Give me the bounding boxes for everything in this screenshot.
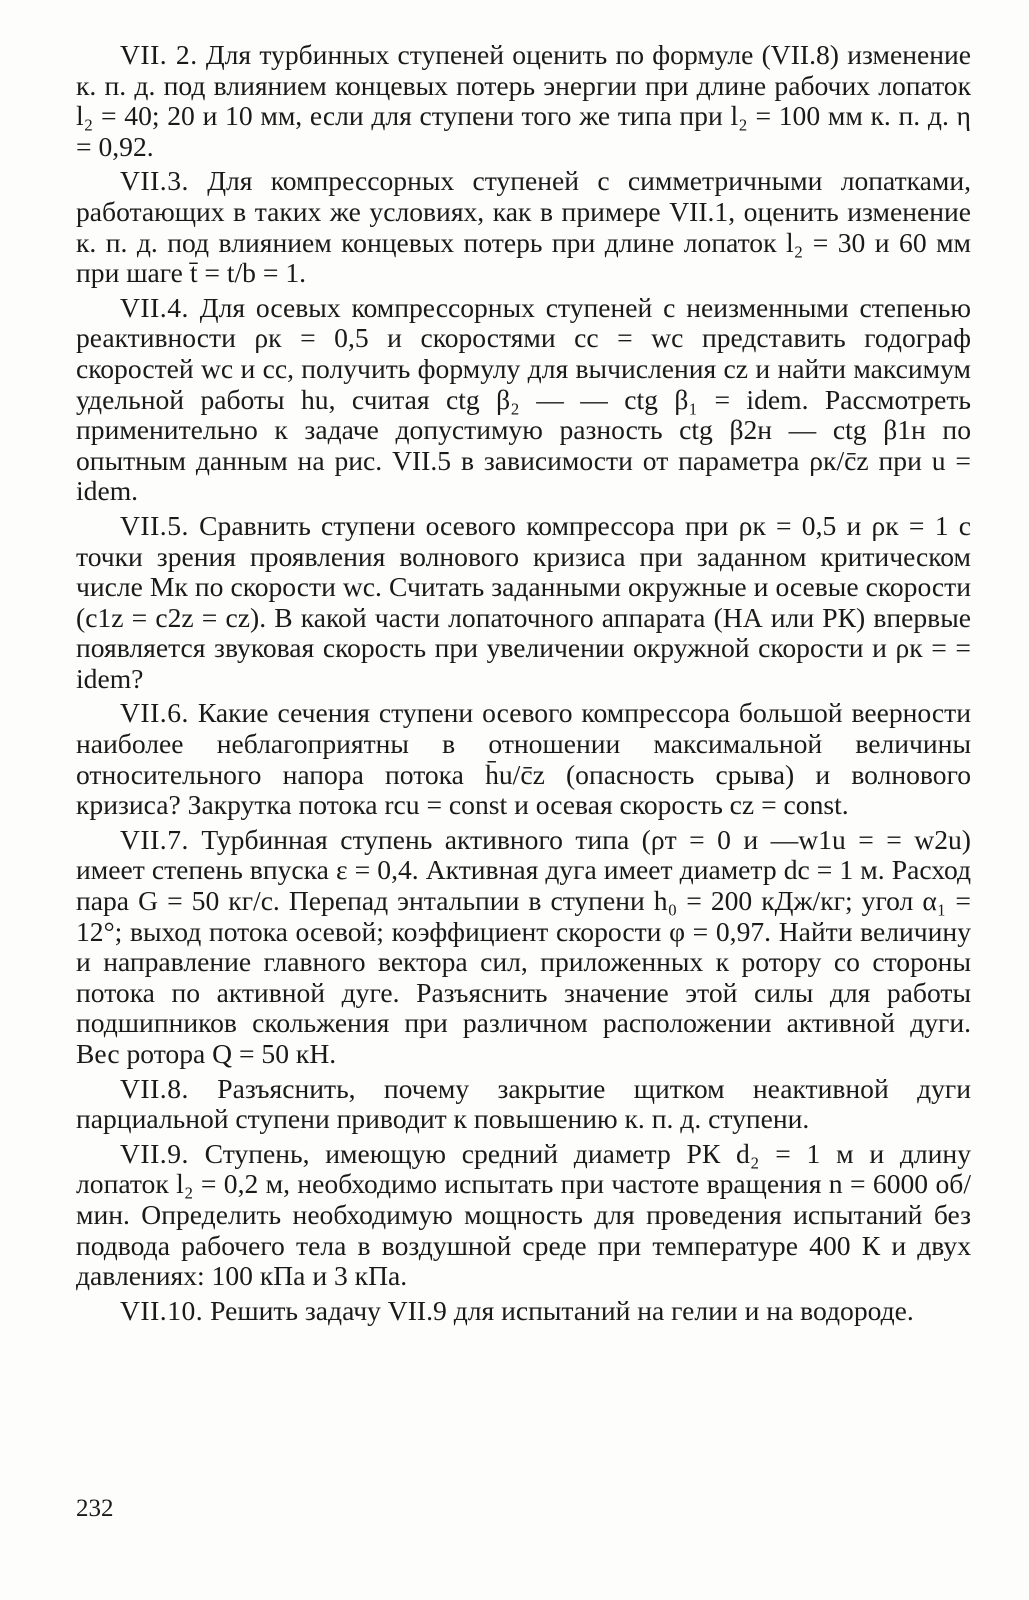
problem-vii-8	[76, 1074, 971, 1135]
problem-number: VII.9.	[120, 1137, 189, 1169]
problem-vii-2	[76, 40, 971, 162]
problem-text: Для турбинных ступеней оценить по формуле (VII.8) изменение к. п. д. под влиянием концевых потерь энергии при длине рабочих лопаток l₂ = 40; 20 и 10 мм, если для ступени того же типа при l₂ = 100 мм к. п. д. η = 0,92.	[76, 39, 971, 162]
problem-vii-3	[76, 166, 971, 288]
problem-text: Ступень, имеющую средний диаметр РК d₂ = 1 м и длину лопаток l₂ = 0,2 м, необходимо испытать при частоте вращения n = 6000 об/мин. Определить необходимую мощность для проведения испытаний без подвода рабочего тела в воздушной среде при температуре 400 К и двух давлениях: 100 кПа и 3 кПа.	[76, 1137, 971, 1292]
problem-vii-6	[76, 698, 971, 820]
problem-text: Сравнить ступени осевого компрессора при ρк = 0,5 и ρк = 1 с точки зрения проявления волнового кризиса при заданном критическом числе Mк по скорости wс. Считать заданными окружные и осевые скорости (c1z = c2z = cz). В какой части лопаточного аппарата (НА или РК) впервые появляется звуковая скорость при увеличении окружной скорости и ρк = = idem?	[76, 509, 971, 694]
problem-text: Для осевых компрессорных ступеней с неизменными степенью реактивности ρк = 0,5 и скоростями cс = wс представить годограф скоростей wс и cс, получить формулу для вычисления cz и найти максимум удельной работы hu, считая ctg β₂ — — ctg β₁ = idem. Рассмотреть применительно к задаче допустимую разность ctg β2н — ctg β1н по опытным данным на рис. VII.5 в зависимости от параметра ρк/c̄z при u = idem.	[76, 291, 971, 507]
problem-text: Для компрессорных ступеней с симметричными лопатками, работающих в таких же условиях, как в примере VII.1, оценить изменение к. п. д. под влиянием концевых потерь при длине лопаток l₂ = 30 и 60 мм при шаге t̄ = t/b = 1.	[76, 165, 971, 289]
problem-number: VII.6.	[120, 697, 189, 729]
problem-number: VII.7.	[120, 823, 189, 855]
problem-number: VII.10.	[120, 1294, 204, 1326]
problem-vii-10	[76, 1296, 971, 1327]
problem-number: VII. 2.	[120, 39, 198, 70]
problem-vii-5	[76, 511, 971, 695]
problem-text: Турбинная ступень активного типа (ρт = 0 и —w1u = = w2u) имеет степень впуска ε = 0,4. Активная дуга имеет диаметр dс = 1 м. Расход пара G = 50 кг/с. Перепад энтальпии в ступени h₀ = 200 кДж/кг; угол α₁ = 12°; выход потока осевой; коэффициент скорости φ = 0,97. Найти величину и направление главного вектора сил, приложенных к ротору со стороны потока по активной дуге. Разъяснить значение этой силы для работы подшипников скольжения при различном расположении активной дуги. Вес ротора Q = 50 кН.	[76, 823, 971, 1069]
problem-text: Какие сечения ступени осевого компрессора большой веерности наиболее неблагоприятны в отношении максимальной величины относительного напора потока h̄u/c̄z (опасность срыва) и волнового кризиса? Закрутка потока rcu = const и осевая скорость cz = const.	[76, 697, 971, 821]
problem-text: Решить задачу VII.9 для испытаний на гелии и на водороде.	[210, 1294, 914, 1326]
problem-number: VII.5.	[120, 509, 189, 541]
page-number: 232	[76, 1495, 114, 1522]
problem-number: VII.3.	[120, 165, 189, 197]
problem-vii-4	[76, 293, 971, 507]
problem-text: Разъяснить, почему закрытие щитком неактивной дуги парциальной ступени приводит к повышению к. п. д. ступени.	[76, 1072, 971, 1135]
problem-vii-9	[76, 1139, 971, 1292]
problem-number: VII.8.	[120, 1072, 189, 1104]
problems-list	[76, 40, 971, 1330]
problem-vii-7	[76, 825, 971, 1070]
problem-number: VII.4.	[120, 291, 189, 323]
